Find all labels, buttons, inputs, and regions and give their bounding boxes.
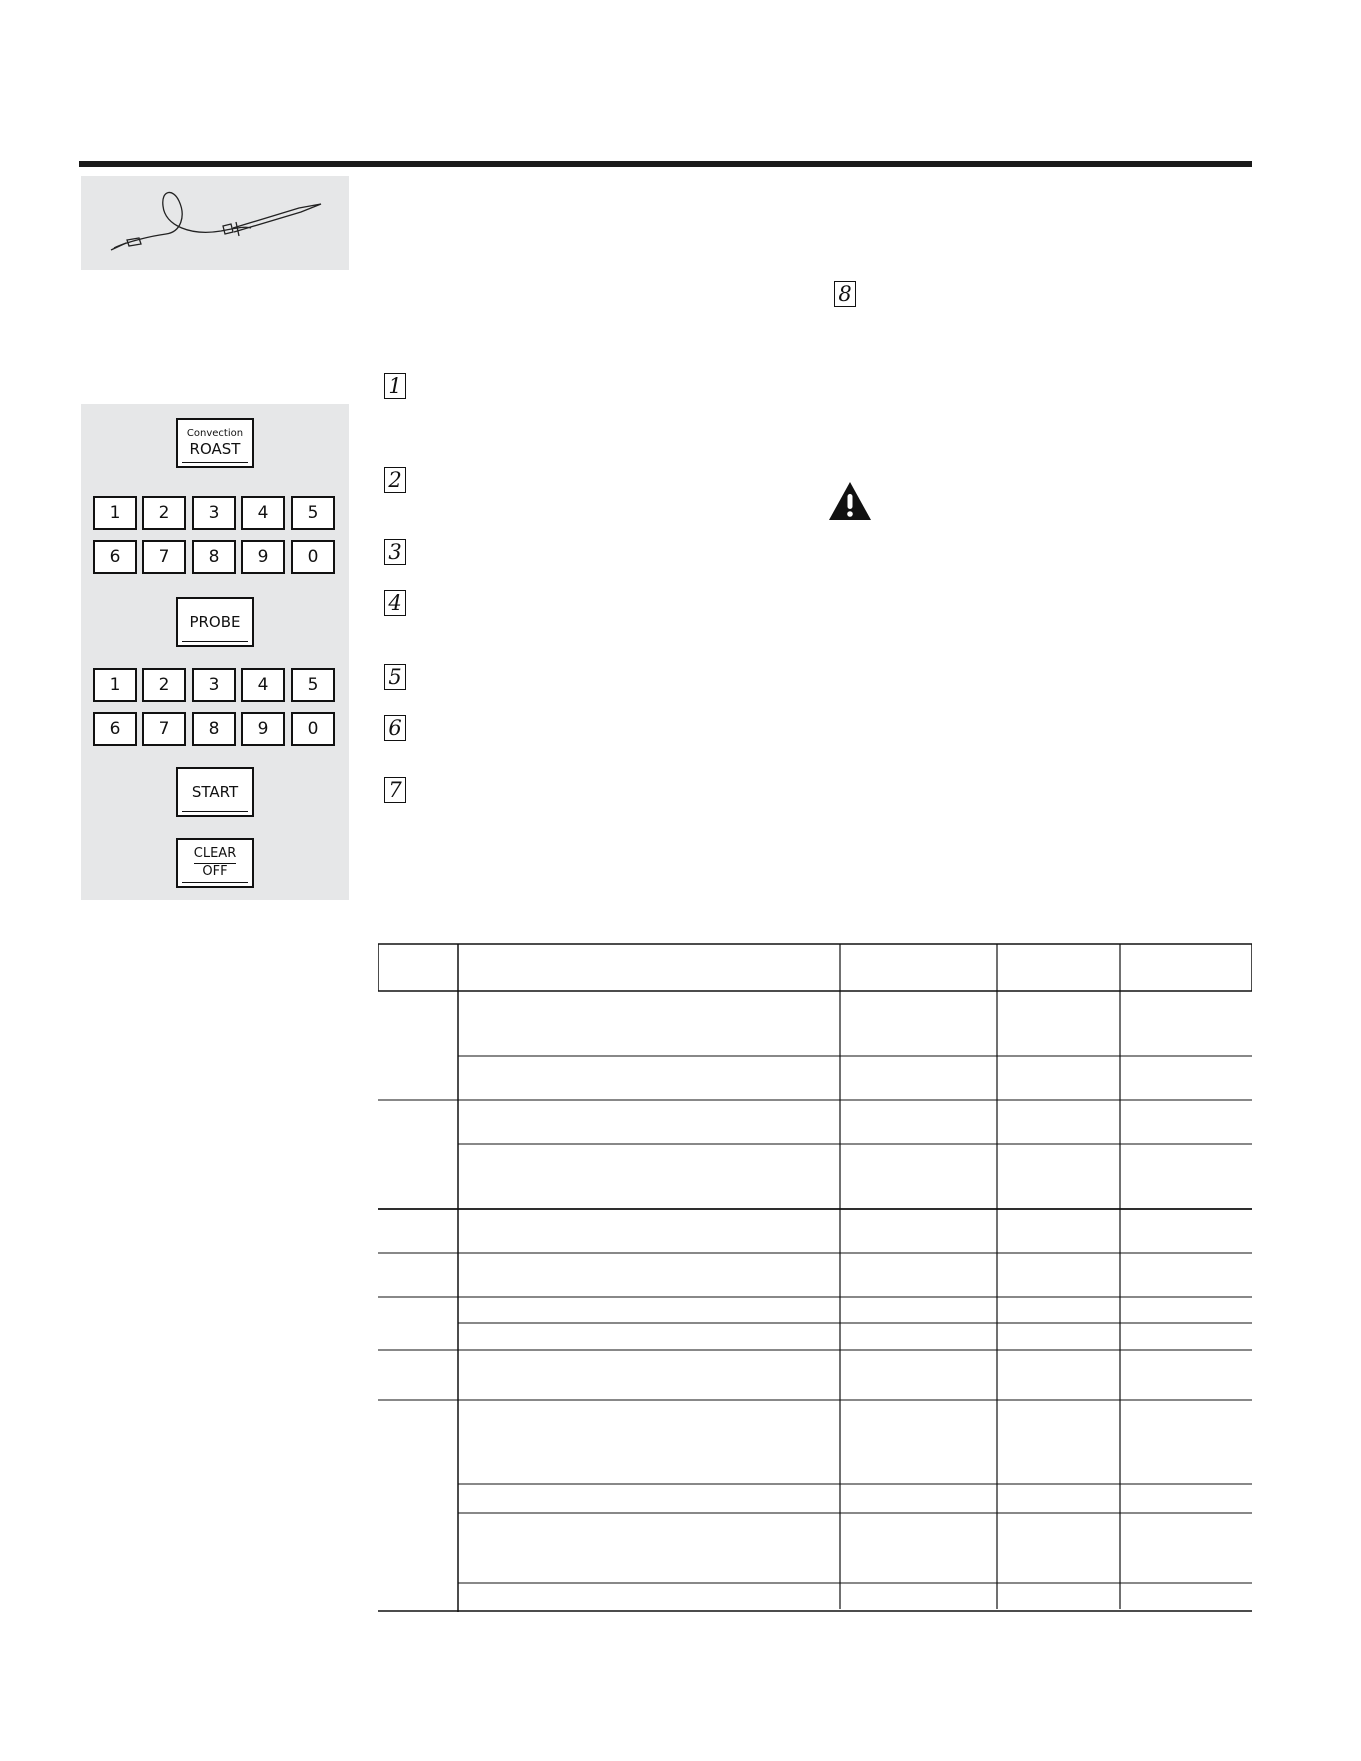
step-number-8: 8 xyxy=(834,281,856,307)
temperature-probe-icon xyxy=(81,176,349,270)
step-number-5: 5 xyxy=(384,664,406,690)
clear-off-button[interactable] xyxy=(176,838,254,888)
probe-digit-key-4[interactable]: 4 xyxy=(241,668,285,702)
start-label: START xyxy=(191,783,239,801)
step-number-4: 4 xyxy=(384,590,406,616)
digit-key-9[interactable]: 9 xyxy=(241,540,285,574)
digit-key-8[interactable]: 8 xyxy=(192,540,236,574)
off-label: OFF xyxy=(202,863,228,879)
probe-label: PROBE xyxy=(189,613,241,631)
probe-digit-key-8[interactable]: 8 xyxy=(192,712,236,746)
probe-digit-key-0[interactable]: 0 xyxy=(291,712,335,746)
start-button[interactable] xyxy=(176,767,254,817)
probe-digit-key-5[interactable]: 5 xyxy=(291,668,335,702)
digit-key-1[interactable]: 1 xyxy=(93,496,137,530)
digit-key-4[interactable]: 4 xyxy=(241,496,285,530)
probe-button[interactable] xyxy=(176,597,254,647)
top-rule xyxy=(79,161,1252,167)
probe-digit-key-3[interactable]: 3 xyxy=(192,668,236,702)
digit-key-5[interactable]: 5 xyxy=(291,496,335,530)
digit-key-6[interactable]: 6 xyxy=(93,540,137,574)
digit-key-7[interactable]: 7 xyxy=(142,540,186,574)
step-number-2: 2 xyxy=(384,467,406,493)
digit-key-0[interactable]: 0 xyxy=(291,540,335,574)
digit-key-3[interactable]: 3 xyxy=(192,496,236,530)
step-number-6: 6 xyxy=(384,715,406,741)
convection-roast-line1: Convection xyxy=(186,428,244,439)
probe-digit-key-2[interactable]: 2 xyxy=(142,668,186,702)
probe-digit-key-7[interactable]: 7 xyxy=(142,712,186,746)
step-number-1: 1 xyxy=(384,373,406,399)
probe-illustration-panel xyxy=(81,176,349,270)
convection-roast-line2: ROAST xyxy=(189,440,241,458)
convection-roast-button[interactable] xyxy=(176,418,254,468)
keypad-panel xyxy=(81,404,349,900)
cooking-guide-table xyxy=(378,943,1252,1612)
probe-digit-key-9[interactable]: 9 xyxy=(241,712,285,746)
digit-key-2[interactable]: 2 xyxy=(142,496,186,530)
step-number-7: 7 xyxy=(384,777,406,803)
step-number-3: 3 xyxy=(384,539,406,565)
probe-digit-key-6[interactable]: 6 xyxy=(93,712,137,746)
probe-digit-key-1[interactable]: 1 xyxy=(93,668,137,702)
clear-label: CLEAR xyxy=(194,847,236,864)
warning-triangle-icon xyxy=(828,481,872,521)
